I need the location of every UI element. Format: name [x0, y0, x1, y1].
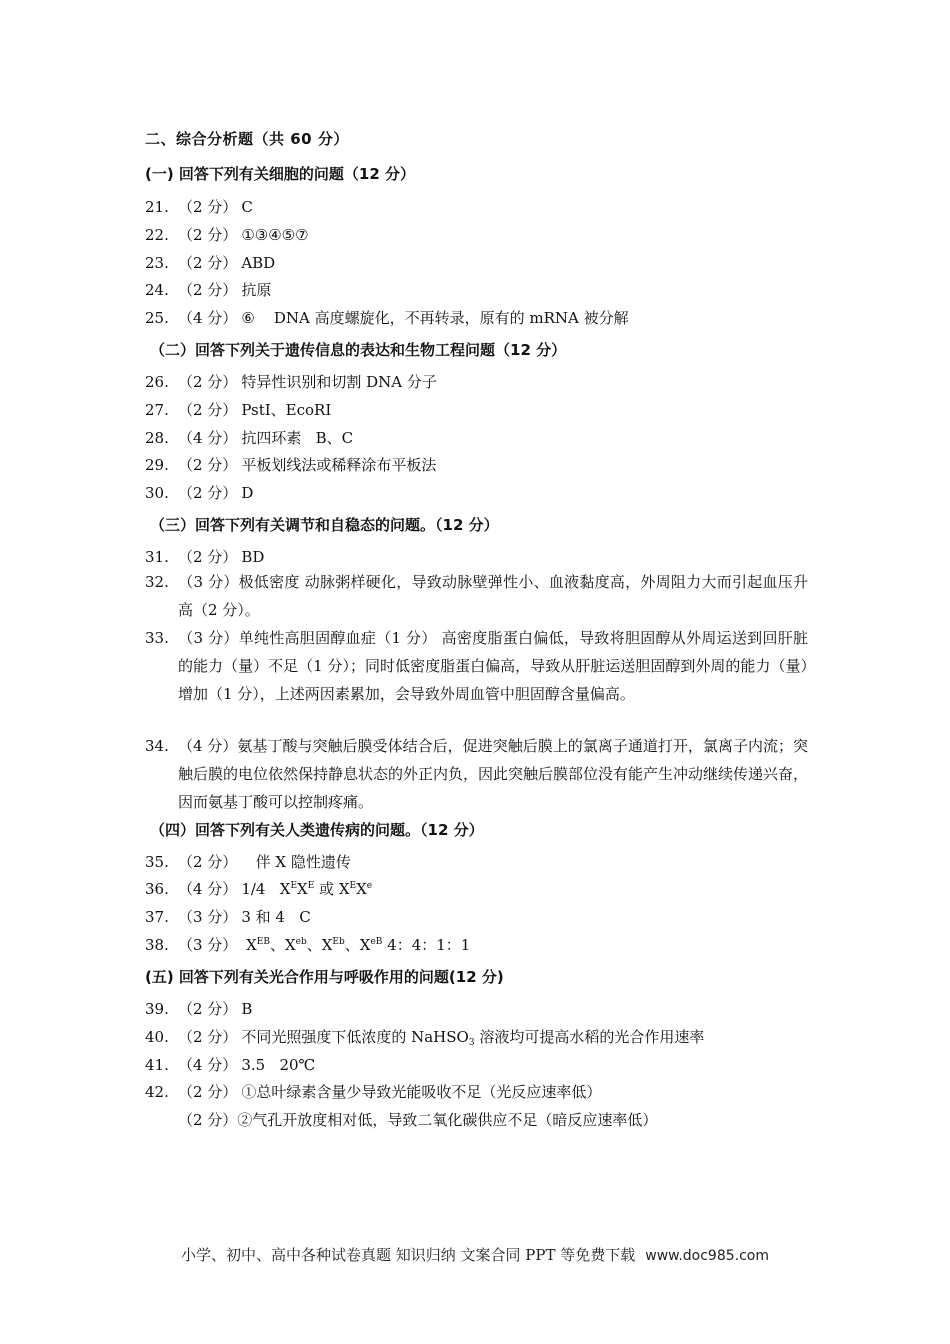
answer-41: 41. （4 分） 3.5 20℃ [145, 1056, 316, 1074]
answer-21: 21. （2 分） C [145, 198, 253, 216]
answer-29: 29. （2 分） 平板划线法或稀释涂布平板法 [145, 456, 437, 474]
answer-22: 22. （2 分） ①③④⑤⑦ [145, 226, 309, 244]
answer-37: 37. （3 分） 3 和 4 C [145, 908, 311, 926]
answer-23: 23. （2 分） ABD [145, 254, 276, 272]
answer-24: 24. （2 分） 抗原 [145, 281, 272, 299]
answer-42: 42. （2 分） ①总叶绿素含量少导致光能吸收不足（光反应速率低） [145, 1083, 602, 1101]
answer-28: 28. （4 分） 抗四环素 B、C [145, 429, 354, 447]
answer-40: 40. （2 分） 不同光照强度下低浓度的 NaHSO$_3$ 溶液均可提高水稻的光合作用速率 [145, 1028, 705, 1048]
answer-32: 32. （3 分）极低密度 动脉粥样硬化，导致动脉壁弹性小、血液黏度高，外周阻力大而引起血压升高（2 分）。 [145, 573, 809, 619]
answer-34: 34. （4 分）氨基丁酸与突触后膜受体结合后，促进突触后膜上的氯离子通道打开，氯离子内流；突触后膜的电位依然保持静息状态的外正内负，因此突触后膜部位没有能产生冲动继续传递兴奋，因而氨基丁酸可以控制疼痛。 [145, 737, 809, 811]
page-footer [0, 1244, 950, 1265]
answer-31: 31. （2 分） BD [145, 548, 265, 566]
section-heading-2: （二）回答下列关于遗传信息的表达和生物工程问题（12 分） [150, 341, 567, 359]
answer-26: 26. （2 分） 特异性识别和切割 DNA 分子 [145, 373, 437, 391]
answer-36: 36. （4 分） 1/4 $X^EX^E$ 或 $X^EXe$ [145, 880, 373, 898]
answer-27: 27. （2 分） PstⅠ、EcoRⅠ [145, 401, 332, 419]
answer-38: 38. （3 分） $X^{EB}$、$X^{eb}$、$X^{Eb}$、$X^{eB}$ 4：4：1：1 [145, 936, 471, 954]
footer-text: 小学、初中、高中各种试卷真题 知识归纳 文案合同 PPT 等免费下载 [180, 1246, 636, 1264]
section-heading-5: (五) 回答下列有关光合作用与呼吸作用的问题(12 分) [145, 968, 504, 986]
answer-33: 33. （3 分）单纯性高胆固醇血症（1 分） 高密度脂蛋白偏低，导致将胆固醇从外周运送到回肝脏的能力（量）不足（1 分）；同时低密度脂蛋白偏高，导致从肝脏运送胆固醇到外周的能力（量）增加（1 分），上述两因素累加，会导致外周血管中胆固醇含量偏高。 [145, 629, 809, 703]
section-heading-4: （四）回答下列有关人类遗传病的问题。（12 分） [150, 821, 484, 839]
answer-25: 25. （4 分） ⑥ DNA 高度螺旋化，不再转录，原有的 mRNA 被分解 [145, 309, 629, 327]
section-heading-1: (一) 回答下列有关细胞的问题（12 分） [145, 165, 416, 183]
page-title: 二、综合分析题（共 60 分） [145, 130, 349, 148]
footer-url[interactable]: www.doc985.com [645, 1248, 769, 1264]
section-heading-3: （三）回答下列有关调节和自稳态的问题。（12 分） [150, 516, 499, 534]
answer-35: 35. （2 分） 伴 X 隐性遗传 [145, 853, 351, 871]
answer-39: 39. （2 分） B [145, 1000, 253, 1018]
answer-30: 30. （2 分） D [145, 484, 254, 502]
answer-42-part-2: （2 分）②气孔开放度相对低，导致二氧化碳供应不足（暗反应速率低） [178, 1111, 658, 1129]
